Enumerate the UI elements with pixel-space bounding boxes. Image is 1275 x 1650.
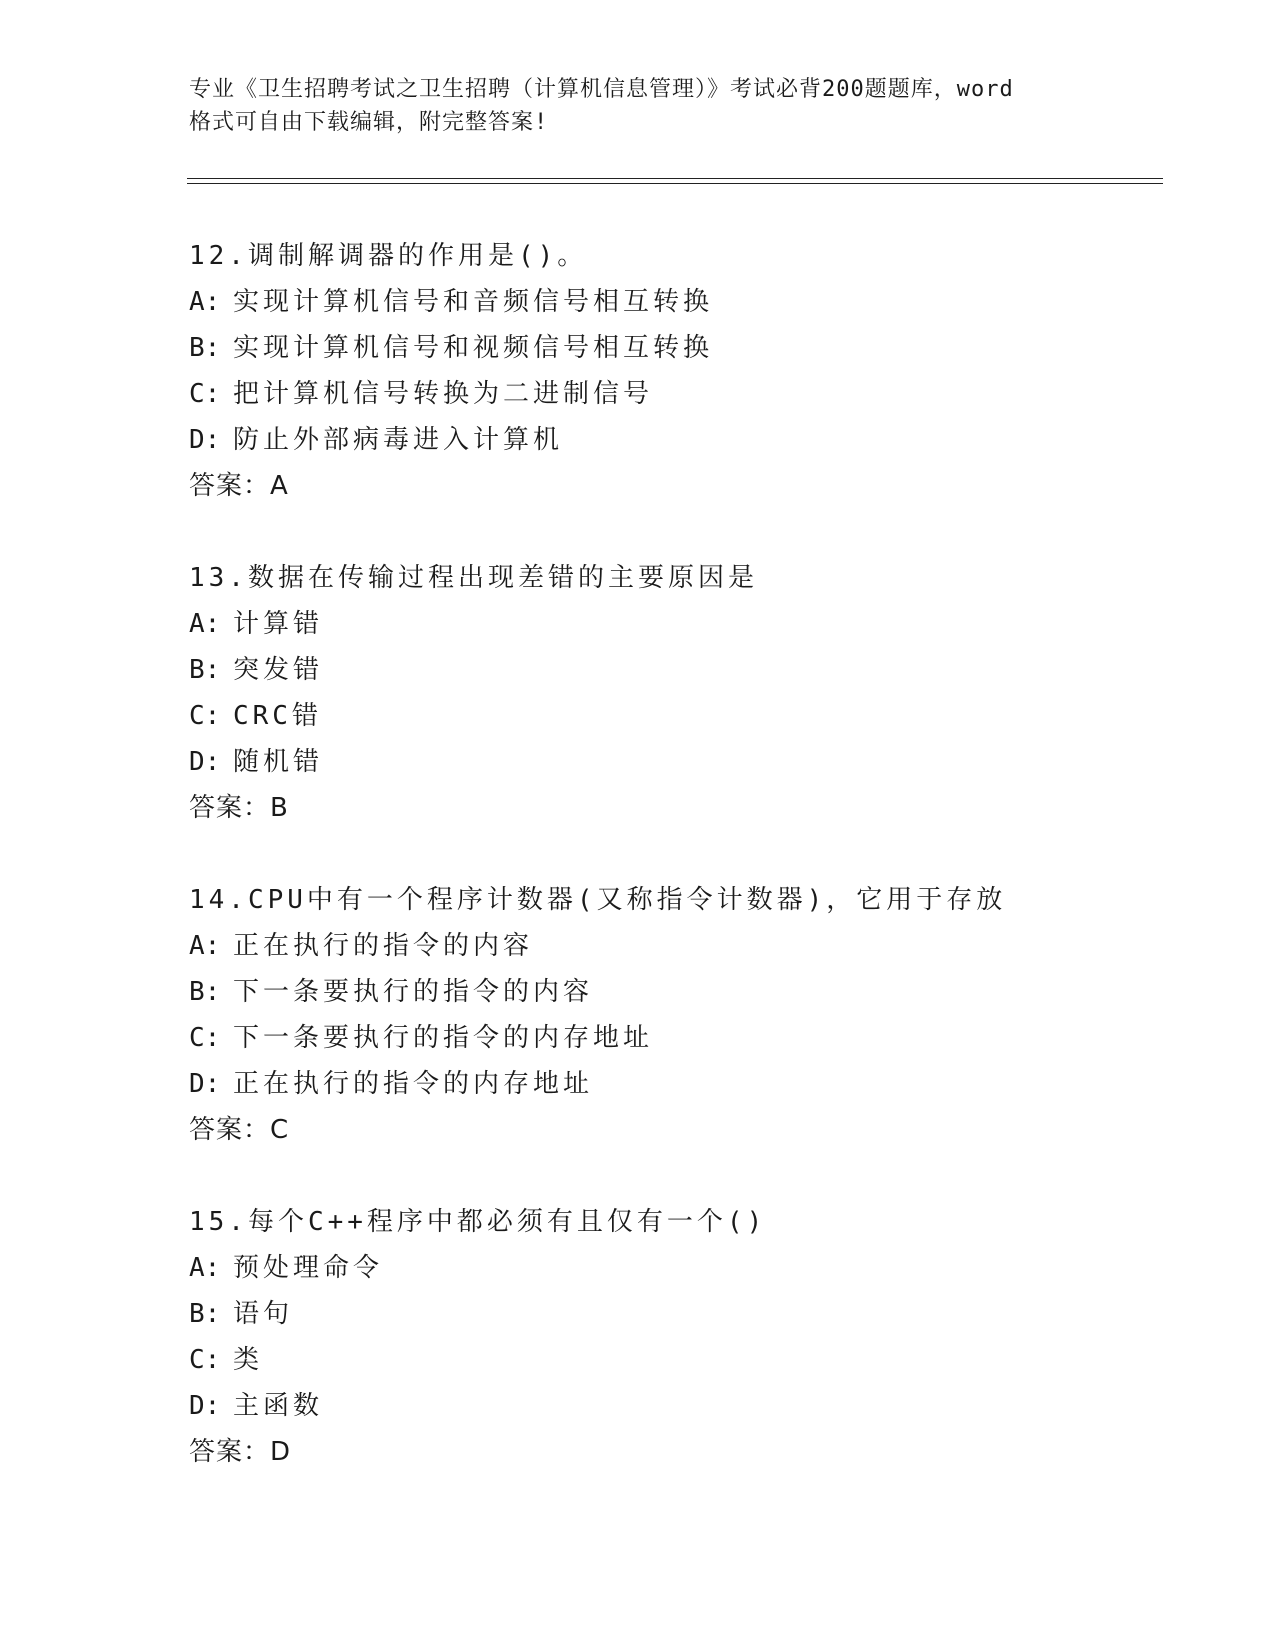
option-d [189,1383,1189,1429]
option-d [189,417,1189,463]
answer-line: 答案：C [189,1115,290,1145]
option-letter: C: [189,701,221,731]
option-text: CRC错 [233,701,322,731]
option-text: 实现计算机信号和音频信号相互转换 [233,287,714,317]
option-c [189,1337,1189,1383]
option-text: 突发错 [233,655,324,685]
question-title: 13.数据在传输过程出现差错的主要原因是 [189,563,758,593]
option-a [189,601,1189,647]
option-letter: A: [189,287,221,317]
option-letter: D: [189,1069,221,1099]
answer-line: 答案：B [189,793,289,823]
option-text: 正在执行的指令的内存地址 [233,1069,594,1099]
option-text: 类 [233,1345,264,1375]
option-text: 防止外部病毒进入计算机 [233,425,564,455]
answer-line: 答案：A [189,471,289,501]
header-line-2: 格式可自由下载编辑，附完整答案! [189,110,549,135]
question-title: 12.调制解调器的作用是()。 [189,241,588,271]
option-letter: D: [189,1391,221,1421]
option-a [189,279,1189,325]
option-letter: A: [189,1253,221,1283]
option-text: 实现计算机信号和视频信号相互转换 [233,333,714,363]
option-letter: D: [189,425,221,455]
option-c [189,693,1189,739]
option-letter: B: [189,1299,221,1329]
option-text: 预处理命令 [233,1253,384,1283]
document-header [189,73,1119,139]
option-c [189,371,1189,417]
option-a [189,1245,1189,1291]
question-title: 14.CPU中有一个程序计数器(又称指令计数器)，它用于存放 [189,885,1007,915]
option-letter: B: [189,655,221,685]
option-text: 把计算机信号转换为二进制信号 [233,379,654,409]
option-letter: C: [189,379,221,409]
option-letter: C: [189,1345,221,1375]
question-14 [189,877,1189,1153]
option-d [189,739,1189,785]
option-text: 计算错 [233,609,324,639]
option-text: 语句 [233,1299,294,1329]
option-text: 随机错 [233,747,324,777]
header-divider-top [187,178,1163,179]
header-line-1: 专业《卫生招聘考试之卫生招聘（计算机信息管理）》考试必背200题题库，word [189,77,1014,102]
option-letter: A: [189,609,221,639]
question-15 [189,1199,1189,1475]
answer-line: 答案：D [189,1437,292,1467]
option-a [189,923,1189,969]
option-b [189,647,1189,693]
option-b [189,969,1189,1015]
question-13 [189,555,1189,831]
option-c [189,1015,1189,1061]
option-letter: B: [189,333,221,363]
option-b [189,1291,1189,1337]
option-text: 主函数 [233,1391,324,1421]
option-letter: A: [189,931,221,961]
option-d [189,1061,1189,1107]
option-text: 下一条要执行的指令的内存地址 [233,1023,654,1053]
option-letter: B: [189,977,221,1007]
question-title: 15.每个C++程序中都必须有且仅有一个() [189,1207,767,1237]
option-text: 下一条要执行的指令的内容 [233,977,594,1007]
question-12 [189,233,1189,509]
option-text: 正在执行的指令的内容 [233,931,534,961]
header-divider-bottom [187,183,1163,184]
option-b [189,325,1189,371]
question-list [189,233,1189,1521]
option-letter: C: [189,1023,221,1053]
option-letter: D: [189,747,221,777]
